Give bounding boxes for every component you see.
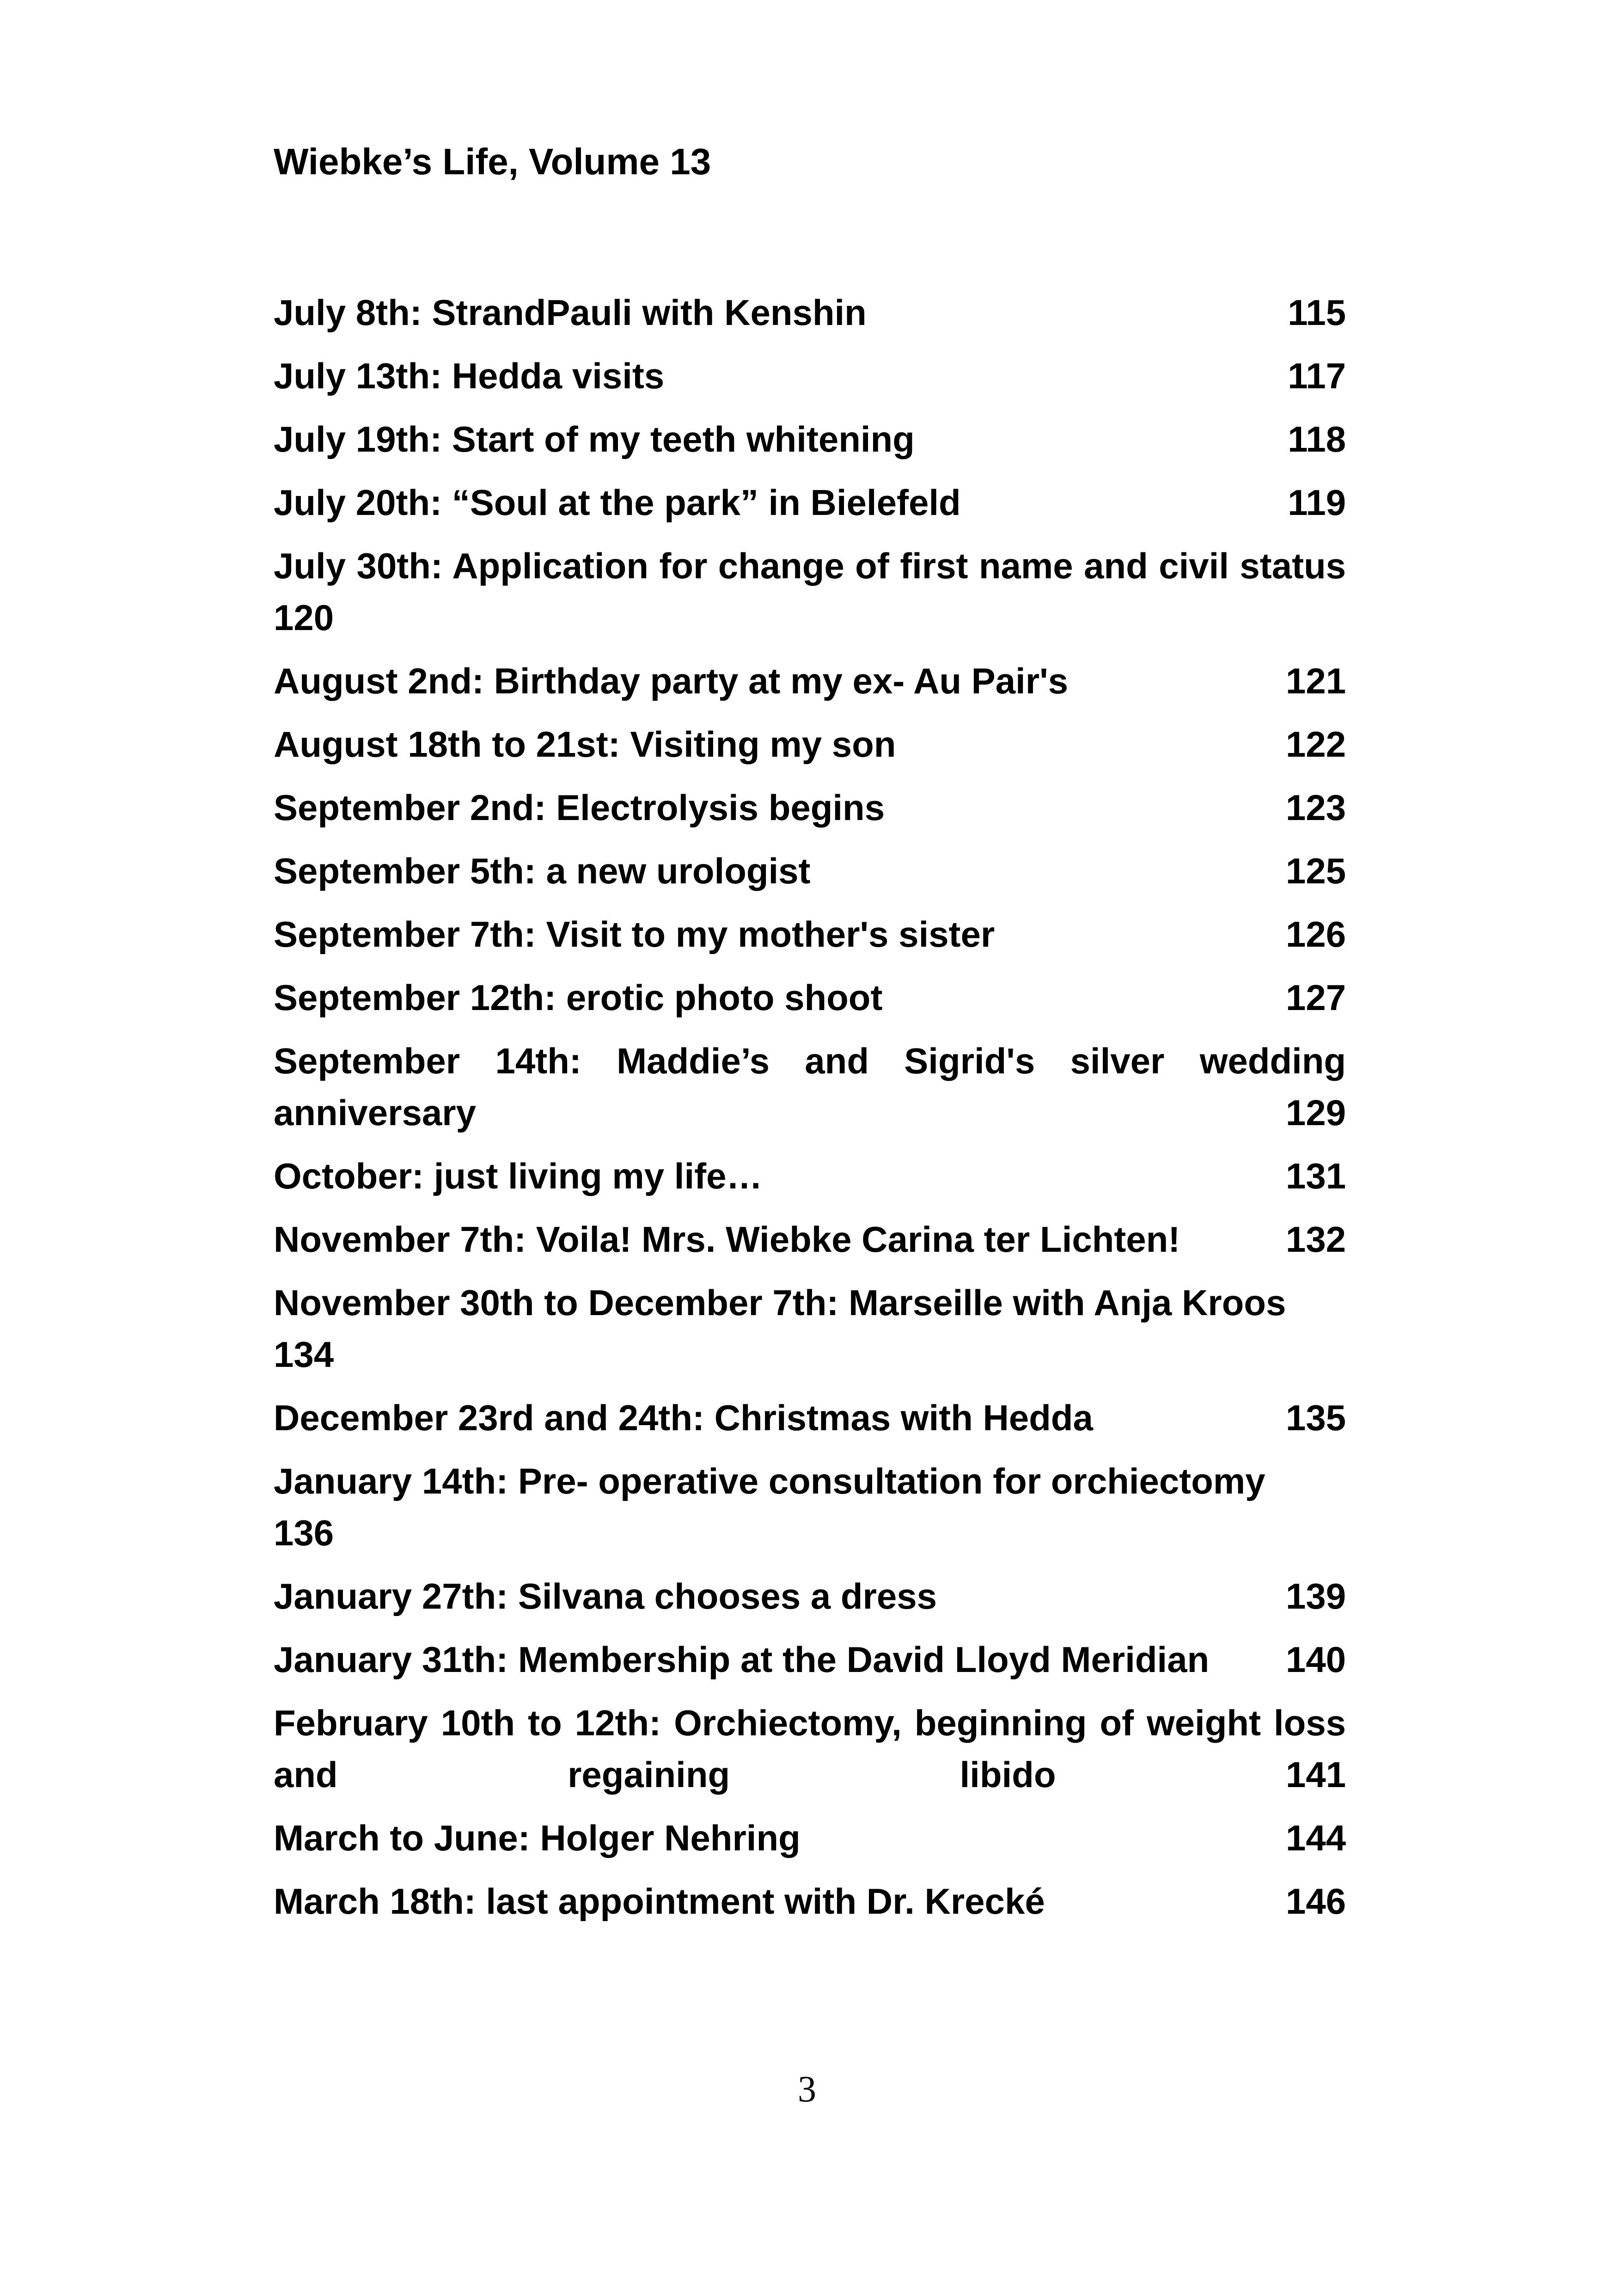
toc-entry-page: 126	[1285, 914, 1346, 955]
toc-entry-title: February 10th to 12th: Orchiectomy, beginning of weight loss and regaining libido	[274, 1702, 1346, 1795]
toc-entry	[274, 287, 1346, 338]
book-title: Wiebke’s Life, Volume 13	[274, 141, 711, 182]
toc-entry-page: 115	[1288, 292, 1346, 333]
toc-entry-title: January 27th: Silvana chooses a dress	[274, 1576, 937, 1616]
toc-entry-title: September 12th: erotic photo shoot	[274, 977, 883, 1018]
toc-entry-title: November 7th: Voila! Mrs. Wiebke Carina ter Lichten!	[274, 1219, 1180, 1260]
toc-entry-page: 120	[274, 597, 334, 638]
toc-entry	[274, 350, 1346, 402]
toc-entry	[274, 540, 1346, 643]
toc-entry-title: July 8th: StrandPauli with Kenshin	[274, 292, 867, 333]
toc-entry-title: January 14th: Pre- operative consultation for orchiectomy	[274, 1461, 1266, 1501]
toc-entry-page: 135	[1285, 1397, 1346, 1438]
toc-entry	[274, 972, 1346, 1023]
toc-entry	[274, 477, 1346, 528]
toc-entry-page: 140	[1285, 1639, 1346, 1680]
page-number: 3	[798, 2069, 816, 2110]
toc-entry-title: January 31th: Membership at the David Lloyd Meridian	[274, 1639, 1210, 1680]
toc-entry-page: 121	[1285, 661, 1346, 701]
toc-entry-page: 136	[274, 1512, 334, 1553]
toc-entry-page: 132	[1285, 1219, 1346, 1260]
toc-entry-page: 141	[1285, 1754, 1346, 1795]
toc-entry-page: 117	[1288, 355, 1346, 396]
toc-entry-page: 134	[274, 1334, 334, 1375]
toc-entry	[274, 1812, 1346, 1864]
toc-entry	[274, 1150, 1346, 1202]
toc-entry	[274, 1634, 1346, 1685]
toc-entry	[274, 908, 1346, 960]
toc-entry	[274, 1875, 1346, 1927]
toc-entry-title: March to June: Holger Nehring	[274, 1818, 801, 1858]
toc-entry-title: March 18th: last appointment with Dr. Krecké	[274, 1881, 1045, 1922]
toc-entry-page: 127	[1285, 977, 1346, 1018]
toc-entry-page: 129	[1285, 1092, 1346, 1133]
toc-entry-title: December 23rd and 24th: Christmas with Hedda	[274, 1397, 1093, 1438]
toc-entry	[274, 413, 1346, 465]
toc-entry-title: August 2nd: Birthday party at my ex- Au Pair's	[274, 661, 1069, 701]
toc-entry-title: October: just living my life…	[274, 1156, 763, 1196]
toc-entry	[274, 782, 1346, 833]
toc-entry	[274, 1277, 1346, 1380]
toc-entry-page: 146	[1285, 1881, 1346, 1922]
table-of-contents	[274, 287, 1346, 1939]
toc-entry-title: July 13th: Hedda visits	[274, 355, 665, 396]
toc-entry	[274, 1392, 1346, 1444]
toc-entry-page: 144	[1285, 1818, 1346, 1858]
toc-entry-page: 131	[1285, 1156, 1346, 1196]
toc-entry-page: 122	[1285, 724, 1346, 765]
toc-entry-page: 119	[1288, 482, 1346, 523]
toc-entry-page: 125	[1285, 851, 1346, 891]
toc-entry-title: September 7th: Visit to my mother's sister	[274, 914, 995, 955]
toc-entry	[274, 1697, 1346, 1800]
toc-entry-title: August 18th to 21st: Visiting my son	[274, 724, 896, 765]
toc-entry	[274, 845, 1346, 897]
toc-entry	[274, 655, 1346, 707]
toc-entry-title: July 30th: Application for change of first name and civil status	[274, 545, 1346, 586]
toc-entry-title: November 30th to December 7th: Marseille with Anja Kroos	[274, 1282, 1286, 1323]
toc-entry	[274, 718, 1346, 770]
toc-entry	[274, 1213, 1346, 1265]
toc-entry-page: 139	[1285, 1576, 1346, 1616]
toc-entry	[274, 1455, 1346, 1559]
toc-entry-title: September 2nd: Electrolysis begins	[274, 787, 885, 828]
toc-entry-page: 123	[1285, 787, 1346, 828]
toc-entry	[274, 1570, 1346, 1622]
toc-entry	[274, 1035, 1346, 1139]
toc-entry-title: September 5th: a new urologist	[274, 851, 811, 891]
toc-entry-page: 118	[1288, 419, 1346, 459]
toc-entry-title: September 14th: Maddie’s and Sigrid's silver wedding anniversary	[274, 1041, 1346, 1133]
toc-entry-title: July 19th: Start of my teeth whitening	[274, 419, 915, 459]
toc-entry-title: July 20th: “Soul at the park” in Bielefeld	[274, 482, 961, 523]
